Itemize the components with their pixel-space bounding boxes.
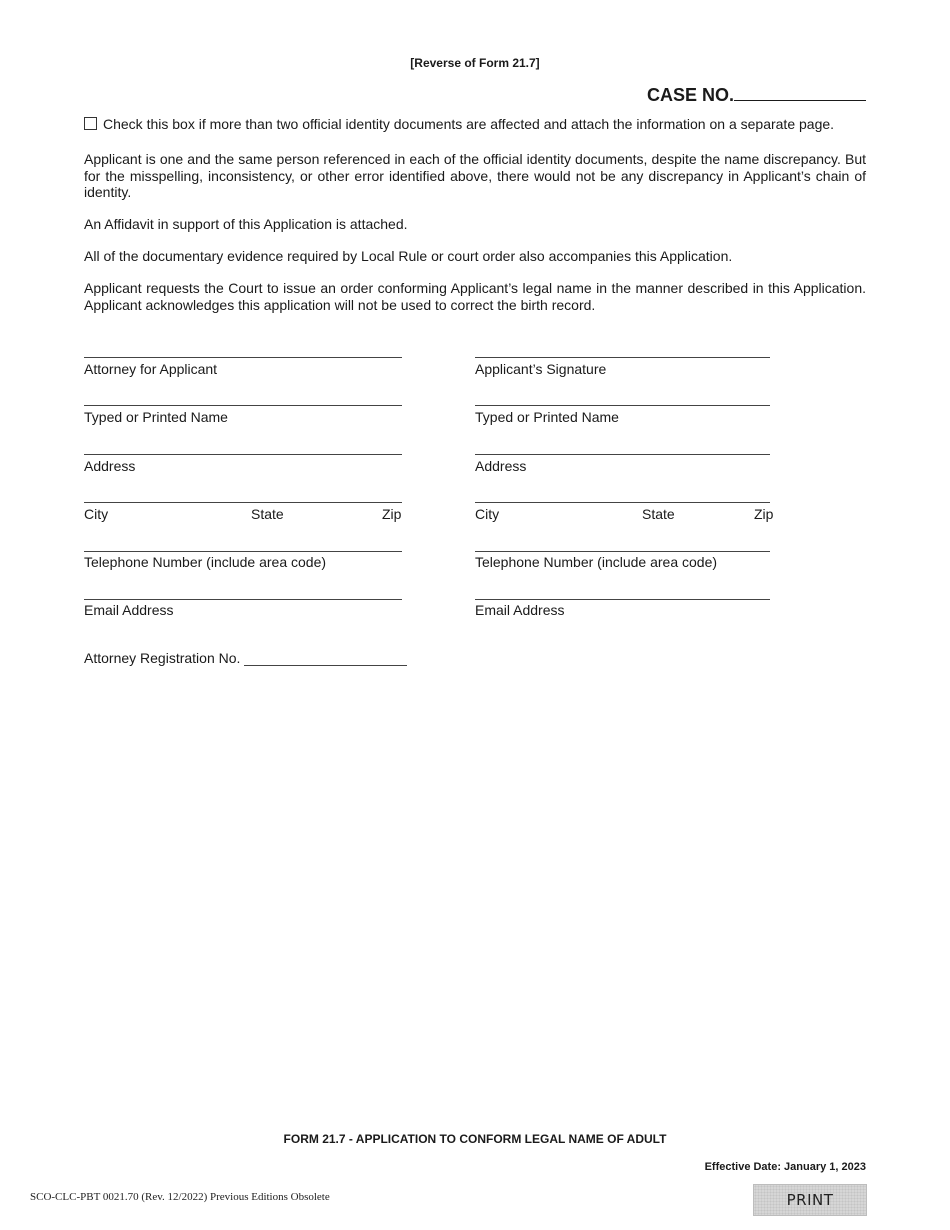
reverse-of-form-label: [Reverse of Form 21.7] bbox=[410, 56, 540, 70]
applicant-phone-label: Telephone Number (include area code) bbox=[475, 554, 718, 570]
attorney-state-label: State bbox=[251, 506, 284, 522]
attorney-phone-line[interactable] bbox=[84, 551, 402, 552]
form-code: SCO-CLC-PBT 0021.70 (Rev. 12/2022) Previous Editions Obsolete bbox=[30, 1191, 330, 1203]
case-number bbox=[647, 84, 866, 106]
extra-documents-checkbox-row bbox=[84, 116, 834, 132]
applicant-email-label: Email Address bbox=[475, 602, 565, 618]
attorney-phone-label: Telephone Number (include area code) bbox=[84, 554, 327, 570]
extra-documents-checkbox-label: Check this box if more than two official identity documents are affected and attach the information on a separate page. bbox=[103, 116, 835, 132]
applicant-zip-label: Zip bbox=[754, 506, 774, 522]
applicant-name-label: Typed or Printed Name bbox=[475, 409, 619, 425]
applicant-signature-line[interactable] bbox=[475, 357, 770, 358]
attorney-address-label: Address bbox=[84, 458, 136, 474]
attorney-email-line[interactable] bbox=[84, 599, 402, 600]
attorney-city-label: City bbox=[84, 506, 109, 522]
applicant-city-state-zip-line[interactable] bbox=[475, 502, 770, 503]
case-no-label: CASE NO. bbox=[646, 85, 734, 105]
applicant-address-line[interactable] bbox=[475, 454, 770, 455]
attorney-city-state-zip-line[interactable] bbox=[84, 502, 402, 503]
applicant-address-label: Address bbox=[475, 458, 527, 474]
attorney-zip-label: Zip bbox=[382, 506, 402, 522]
attorney-name-label: Typed or Printed Name bbox=[84, 409, 228, 425]
affidavit-paragraph: An Affidavit in support of this Application is attached. bbox=[84, 216, 408, 232]
applicant-signature-label: Applicant’s Signature bbox=[475, 361, 607, 377]
attorney-email-label: Email Address bbox=[84, 602, 174, 618]
applicant-email-line[interactable] bbox=[475, 599, 770, 600]
applicant-name-line[interactable] bbox=[475, 405, 770, 406]
attorney-address-line[interactable] bbox=[84, 454, 402, 455]
form-title: FORM 21.7 - APPLICATION TO CONFORM LEGAL NAME OF ADULT bbox=[283, 1132, 667, 1146]
extra-documents-checkbox[interactable] bbox=[84, 117, 97, 130]
attorney-registration-line[interactable] bbox=[244, 665, 407, 666]
attorney-name-line[interactable] bbox=[84, 405, 402, 406]
applicant-state-label: State bbox=[642, 506, 675, 522]
documentary-evidence-paragraph: All of the documentary evidence required by Local Rule or court order also accompanies this Application. bbox=[84, 248, 733, 264]
applicant-phone-line[interactable] bbox=[475, 551, 770, 552]
request-paragraph: Applicant requests the Court to issue an order conforming Applicant’s legal name in the manner described in this Application. Applicant acknowledges this application will not be used to correct the birth record. bbox=[84, 280, 866, 313]
attorney-signature-label: Attorney for Applicant bbox=[84, 361, 218, 377]
identity-statement-paragraph: Applicant is one and the same person referenced in each of the official identity documents, despite the name discrepancy. But for the misspelling, inconsistency, or other error identified above, there would not be any discrepancy in Applicant’s chain of identity. bbox=[84, 151, 866, 200]
attorney-registration-label: Attorney Registration No. bbox=[84, 650, 241, 666]
effective-date: Effective Date: January 1, 2023 bbox=[704, 1161, 866, 1173]
applicant-city-label: City bbox=[475, 506, 500, 522]
case-no-field[interactable] bbox=[734, 84, 866, 101]
print-button[interactable]: PRINT bbox=[753, 1184, 867, 1216]
attorney-signature-line[interactable] bbox=[84, 357, 402, 358]
